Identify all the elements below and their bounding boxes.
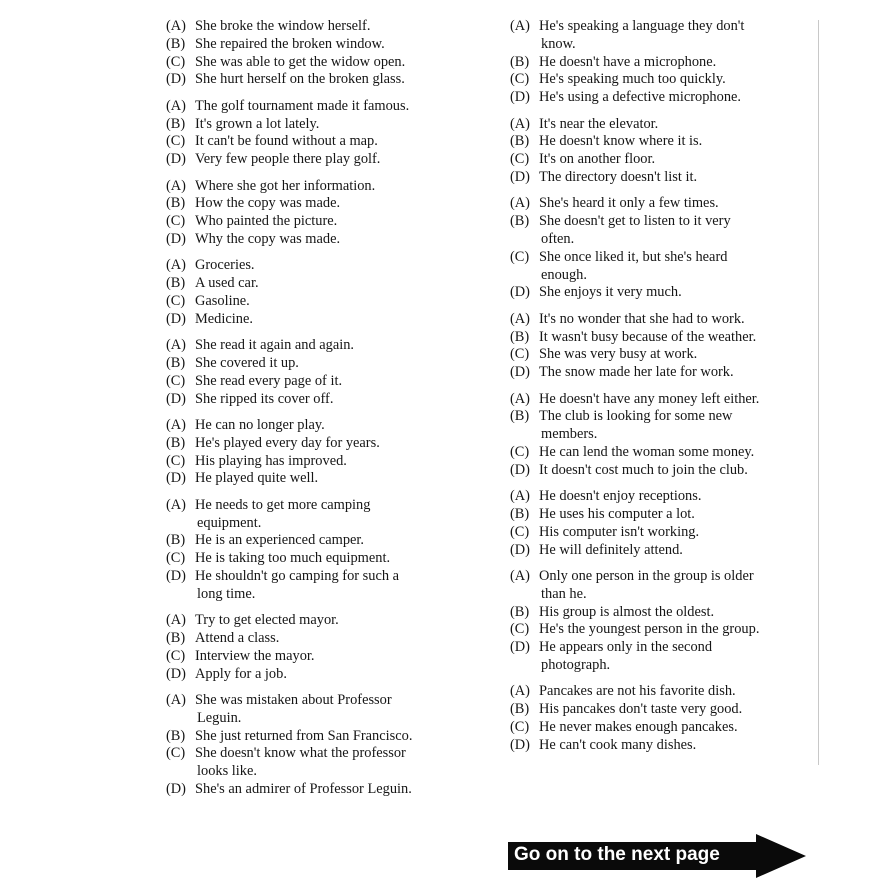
next-page-label: Go on to the next page [514,844,720,865]
answer-option-text: Very few people there play golf. [195,151,381,168]
answer-option-text: He shouldn't go camping for such a [195,568,400,584]
answer-option-letter: (B) [510,408,530,425]
answer-option-text: enough. [541,266,587,283]
answer-option-text: His computer isn't working. [539,523,700,540]
answer-option-letter: (C) [510,346,530,363]
answer-option-text: Pancakes are not his favorite dish. [539,683,736,700]
answer-option-text: He can lend the woman some money. [539,444,755,460]
answer-option-letter: (A) [510,115,530,132]
answer-option-letter: (D) [510,461,530,478]
answer-option-text: It's grown a lot lately. [195,115,320,132]
answer-option-text: know. [541,35,576,52]
answer-option-text: She covered it up. [195,355,299,371]
answer-option-text: He needs to get more camping [195,496,371,513]
answer-option-text: She was able to get the widow open. [195,53,406,70]
answer-option-text: equipment. [197,514,262,531]
answer-option-letter: (A) [510,195,530,212]
answer-option-text: He can't cook many dishes. [539,736,697,753]
answer-option-text: Interview the mayor. [195,647,315,664]
answer-option-letter: (A) [166,257,186,274]
answer-option-letter: (D) [166,568,186,584]
answer-option-text: His playing has improved. [195,452,347,469]
answer-option-text: It's on another floor. [539,151,656,168]
column-divider [818,20,819,765]
answer-option-letter: (A) [166,337,186,354]
answer-option-text: She doesn't get to listen to it very [539,213,731,230]
answer-option-letter: (D) [510,89,530,106]
answer-option-letter: (A) [166,612,186,629]
answer-option-letter: (C) [510,71,530,88]
answer-option-text: His pancakes don't taste very good. [539,701,743,718]
answer-option-letter: (C) [510,444,530,460]
answer-option-letter: (B) [166,35,186,52]
answer-option-letter: (D) [166,310,186,327]
answer-option-letter: (A) [510,683,530,700]
answer-option-letter: (B) [166,532,186,549]
answer-option-text: Medicine. [195,310,253,327]
answer-option-text: She was very busy at work. [539,346,698,363]
answer-option-text: He played quite well. [195,470,319,487]
answer-option-text: It doesn't cost much to join the club. [539,461,748,478]
answer-option-text: often. [541,231,575,247]
answer-option-text: Gasoline. [195,293,250,309]
answer-option-letter: (C) [166,452,186,469]
answer-option-text: than he. [541,585,587,602]
answer-option-text: She once liked it, but she's heard [539,248,728,265]
answer-option-text: He's speaking a language they don't [539,18,745,34]
answer-option-letter: (D) [510,639,530,656]
answer-option-text: She enjoys it very much. [539,284,682,301]
answer-option-letter: (A) [166,692,186,708]
answer-option-text: Only one person in the group is older [539,568,754,584]
answer-option-text: He's the youngest person in the group. [539,621,760,638]
answer-option-text: He is an experienced camper. [195,532,365,549]
answer-option-letter: (B) [166,195,186,212]
answer-option-letter: (C) [166,745,186,762]
next-page-banner[interactable] [508,834,806,878]
answer-option-text: She was mistaken about Professor [195,692,392,708]
answer-option-letter: (C) [166,647,186,664]
answer-option-letter: (B) [166,727,186,744]
answer-option-letter: (D) [510,736,530,753]
answer-option-letter: (A) [166,496,186,513]
answer-option-text: Where she got her information. [195,177,376,194]
answer-option-text: members. [541,426,598,443]
answer-option-letter: (B) [166,355,186,371]
answer-option-text: He doesn't have a microphone. [539,53,717,70]
answer-option-text: Groceries. [195,257,255,274]
answer-option-letter: (C) [510,719,530,735]
answer-option-letter: (B) [510,701,530,718]
answer-option-text: How the copy was made. [195,195,341,212]
answer-option-text: His group is almost the oldest. [539,603,715,620]
answer-option-letter: (C) [166,133,186,150]
answer-option-text: She repaired the broken window. [195,35,385,52]
answer-option-text: It can't be found without a map. [195,133,378,150]
answer-option-text: Why the copy was made. [195,231,341,247]
answer-option-letter: (C) [510,523,530,540]
answer-option-text: She broke the window herself. [195,18,371,34]
answer-option-text: He never makes enough pancakes. [539,719,738,735]
answer-option-text: He doesn't have any money left either. [539,390,760,407]
answer-option-letter: (D) [510,364,530,381]
answer-option-letter: (B) [510,213,530,230]
answer-option-letter: (D) [510,541,530,558]
answer-option-letter: (A) [166,97,186,114]
answer-option-letter: (A) [510,488,530,505]
answer-option-text: photograph. [541,657,611,673]
answer-option-text: A used car. [195,275,259,292]
answer-option-letter: (D) [166,390,186,407]
answer-option-text: looks like. [197,763,257,780]
answer-option-letter: (D) [166,231,186,247]
answer-option-text: He's speaking much too quickly. [539,71,726,88]
answer-option-letter: (B) [510,506,530,522]
answer-option-letter: (C) [510,621,530,638]
answer-option-letter: (C) [510,248,530,265]
answer-option-text: He can no longer play. [195,417,325,433]
answer-option-letter: (C) [166,53,186,70]
answer-option-letter: (D) [166,151,186,168]
answer-option-letter: (B) [510,133,530,150]
answer-option-text: He doesn't enjoy receptions. [539,488,702,505]
answer-option-text: She read every page of it. [195,372,343,389]
answer-option-letter: (B) [166,434,186,451]
answer-option-text: The directory doesn't list it. [539,169,698,185]
answer-option-text: Leguin. [197,709,242,726]
answer-option-text: He will definitely attend. [539,541,683,558]
answer-option-text: It's near the elevator. [539,115,659,132]
answer-option-letter: (C) [166,550,186,567]
answer-option-letter: (C) [166,372,186,389]
answer-option-letter: (B) [510,603,530,620]
answer-option-text: Apply for a job. [195,665,287,682]
answer-option-text: long time. [197,585,256,602]
answer-option-letter: (B) [166,630,186,646]
answer-option-letter: (D) [166,71,186,88]
answer-option-text: She's an admirer of Professor Leguin. [195,781,412,797]
answer-option-letter: (D) [166,470,186,487]
answer-option-letter: (B) [166,275,186,292]
answer-option-text: She doesn't know what the professor [195,745,406,762]
answer-option-text: She hurt herself on the broken glass. [195,71,405,88]
answer-option-text: She just returned from San Francisco. [195,727,413,744]
answer-option-text: She's heard it only a few times. [539,195,719,212]
answer-option-letter: (A) [510,568,530,584]
answer-option-letter: (C) [510,151,530,168]
answer-option-letter: (D) [510,169,530,185]
answer-option-text: Try to get elected mayor. [195,612,339,629]
answer-option-letter: (A) [510,310,530,327]
answer-option-text: He doesn't know where it is. [539,133,703,150]
answer-option-text: She read it again and again. [195,337,355,354]
answer-option-text: The golf tournament made it famous. [195,97,410,114]
answer-option-text: He's using a defective microphone. [539,89,741,106]
answer-option-letter: (A) [166,417,186,433]
answer-option-letter: (C) [166,213,186,230]
answer-option-text: He's played every day for years. [195,434,380,451]
answer-option-text: The snow made her late for work. [539,364,734,381]
answer-option-letter: (D) [166,781,186,797]
answer-option-letter: (A) [510,390,530,407]
answer-option-letter: (A) [510,18,530,34]
answer-option-text: It's no wonder that she had to work. [539,310,745,327]
answer-option-text: Who painted the picture. [195,213,338,230]
answer-option-text: She ripped its cover off. [195,390,334,407]
answer-option-text: Attend a class. [195,630,280,646]
answer-option-letter: (B) [510,328,530,345]
answer-option-letter: (A) [166,177,186,194]
answer-option-text: He appears only in the second [539,639,713,656]
answer-option-letter: (C) [166,293,186,309]
answer-option-letter: (B) [510,53,530,70]
answer-option-letter: (B) [166,115,186,132]
answer-option-text: He uses his computer a lot. [539,506,695,522]
answer-option-letter: (D) [510,284,530,301]
answer-option-text: The club is looking for some new [539,408,733,425]
answer-option-text: It wasn't busy because of the weather. [539,328,757,345]
answer-option-letter: (A) [166,18,186,34]
answer-option-letter: (D) [166,665,186,682]
answer-option-text: He is taking too much equipment. [195,550,391,567]
